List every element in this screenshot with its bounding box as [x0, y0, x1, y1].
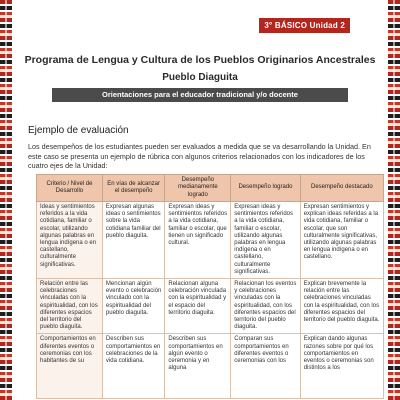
- table-cell: Relación entre las celebraciones vinculadas con la espiritualidad, con los diferentes espacios del territorio del pueblo diaguita.: [37, 279, 103, 334]
- intro-paragraph: Los desempeños de los estudiantes pueden ser evaluados a medida que se va desarrollando la Unidad. En este caso se presenta un ejemplo de rúbrica con algunos criterios relacionados con los indicadores de los cuatro ejes de la Unidad:: [28, 142, 371, 170]
- table-cell: Expresan sentimientos y explican ideas referidas a la vida cotidiana, familiar o escolar, que son culturalmente significativas, utilizando algunas palabras en lengua indígena o en castellano.: [300, 202, 383, 279]
- table-cell: Mencionan algún evento o celebración vinculado con la espiritualidad del pueblo diaguita.: [102, 279, 164, 334]
- grade-unit-badge: 3° BÁSICO Unidad 2: [259, 18, 350, 33]
- table-cell: Comparan sus comportamientos en diferentes eventos o ceremonias con los: [231, 334, 300, 399]
- table-cell: Describen sus comportamientos en algún evento o ceremonia y en alguna: [165, 334, 231, 399]
- left-decorative-border: [0, 0, 12, 400]
- table-row: [37, 202, 384, 279]
- table-cell: Explican dando algunas razones sobre por qué los comportamientos en eventos o ceremonias son distintos a los: [300, 334, 383, 399]
- rubric-header-destacado: Desempeño destacado: [300, 175, 383, 202]
- rubric-header-logrado: Desempeño logrado: [231, 175, 300, 202]
- table-row: [37, 279, 384, 334]
- rubric-header-row: [37, 175, 384, 202]
- page-subtitle: Pueblo Diaguita: [162, 72, 238, 83]
- table-cell: Expresan ideas y sentimientos referidos a la vida cotidiana, familiar o escolar, que tienen un significado cultural.: [165, 202, 231, 279]
- section-heading: Ejemplo de evaluación: [28, 125, 129, 136]
- table-cell: Ideas y sentimientos referidos a la vida cotidiana, familiar o escolar, utilizando algunas palabras en lengua indígena o en castellano, culturalmente significativas.: [37, 202, 103, 279]
- table-cell: Describen sus comportamientos en celebraciones de la vida cotidiana.: [102, 334, 164, 399]
- evaluation-rubric-table: [36, 174, 384, 399]
- table-cell: Relacionan alguna celebración vinculada con la espiritualidad y el espacio del territorio diaguita.: [165, 279, 231, 334]
- rubric-header-medianamente: Desempeño medianamente logrado: [165, 175, 231, 202]
- table-cell: Explican brevemente la relación entre las celebraciones vinculadas con la espiritualidad, con los diferentes espacios del territorio del pueblo diaguita.: [300, 279, 383, 334]
- rubric-header-criterion: Criterio / Nivel de Desarrollo: [37, 175, 103, 202]
- table-cell: Relacionan los eventos y celebraciones vinculadas con la espiritualidad, con los diferentes espacios del territorio del pueblo diaguita.: [231, 279, 300, 334]
- table-cell: Expresan algunas ideas o sentimientos sobre la vida cotidiana familiar del pueblo diaguita.: [102, 202, 164, 279]
- educator-orientation-banner: Orientaciones para el educador tradicional y/o docente: [52, 88, 348, 102]
- table-cell: Expresan ideas y sentimientos referidos a la vida cotidiana, familiar o escolar, utilizando algunas palabras en lengua indígena o en castellano, culturalmente significativas.: [231, 202, 300, 279]
- right-decorative-border: [388, 0, 400, 400]
- table-cell: Comportamientos en diferentes eventos o ceremonias con los habitantes de su: [37, 334, 103, 399]
- table-row: [37, 334, 384, 399]
- rubric-header-en-vias: En vías de alcanzar el desempeño: [102, 175, 164, 202]
- page-title: Programa de Lengua y Cultura de los Pueblos Originarios Ancestrales: [24, 54, 376, 66]
